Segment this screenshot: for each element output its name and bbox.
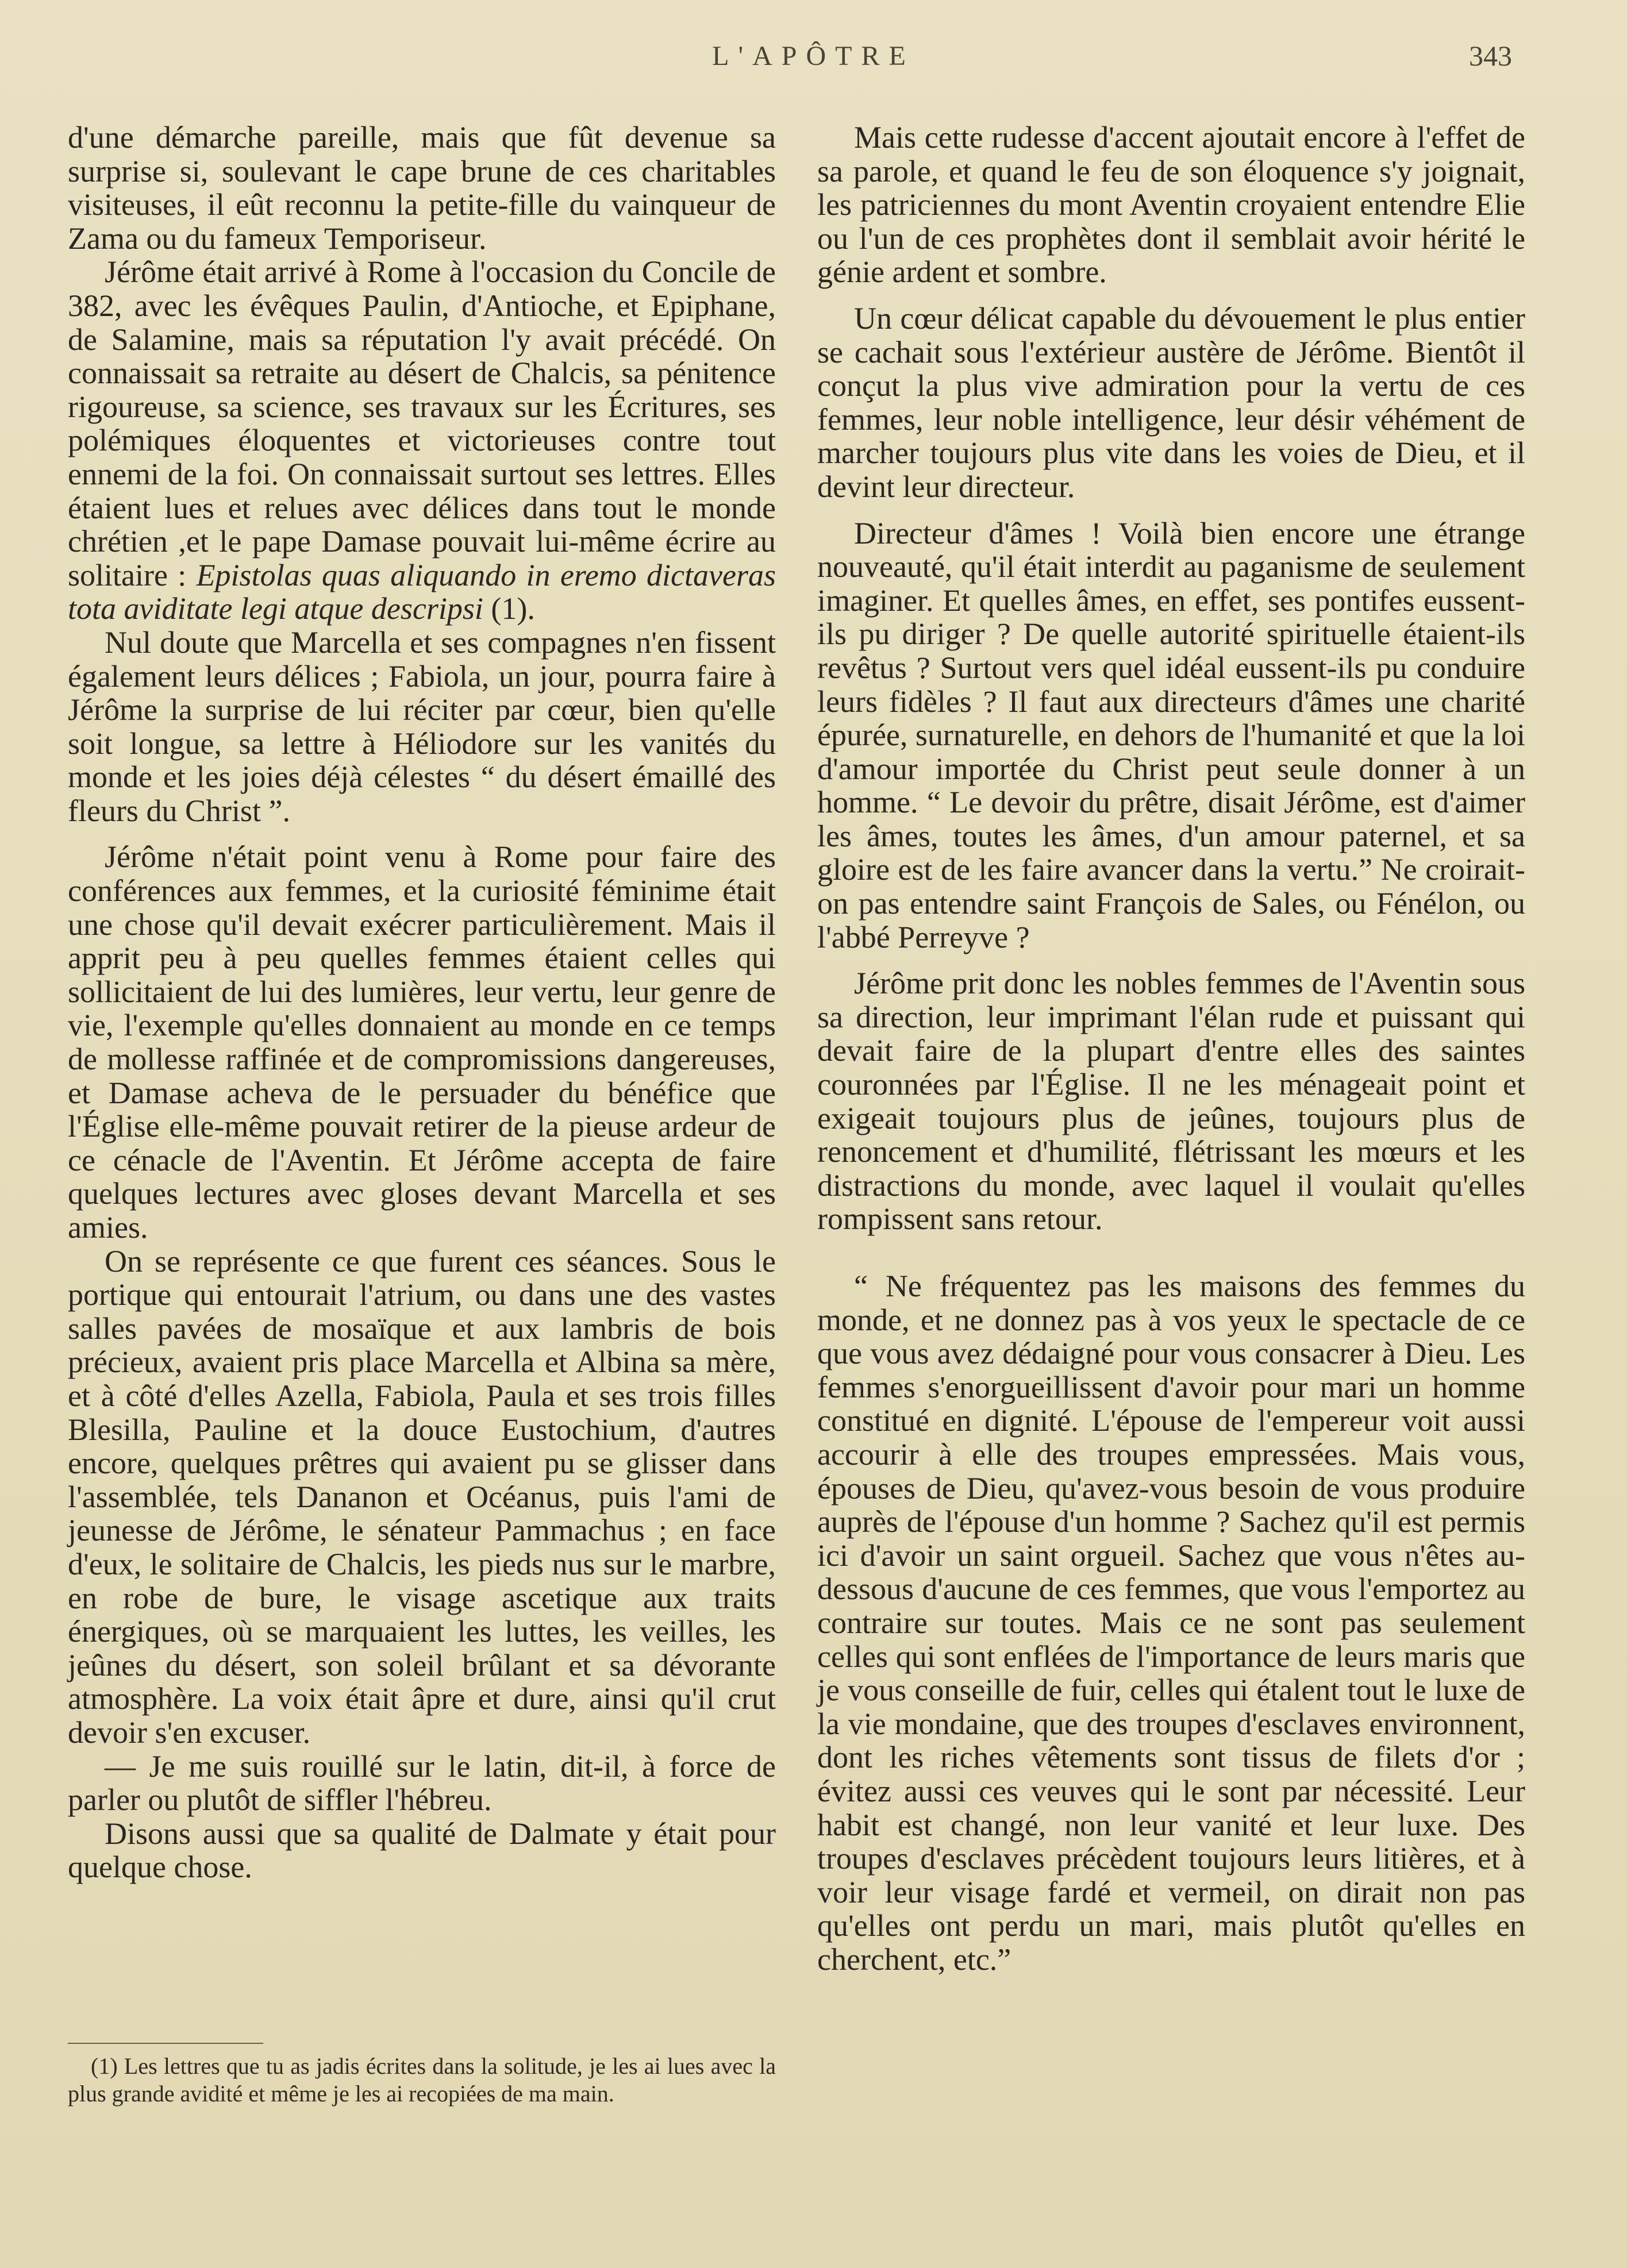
latin-quotation: Epistolas quas aliquando in eremo dictaveras tota aviditate legi atque descripsi [68,557,776,626]
paragraph: Jérôme prit donc les nobles femmes de l'Aventin sous sa direction, leur imprimant l'élan rude et puissant qui devait faire de la plupart d'entre elles des saintes couronnées par l'Église. Il ne les ménageait point et exigeait toujours plus de jeûnes, toujours plus de renoncement et d'humilité, flétrissant les mœurs et les distractions du monde, avec laquel il voulait qu'elles rompissent sans retour. [817,966,1525,1237]
footnote-rule [68,2043,263,2044]
paragraph: Nul doute que Marcella et ses compagnes n'en fissent également leurs délices ; Fabiola, un jour, pourra faire à Jérôme la surprise de lui réciter par cœur, bien qu'elle soit longue, sa lettre à Héliodore sur les vanités du monde et les joies déjà célestes “ du désert émaillé des fleurs du Christ ”. [68,625,776,828]
paragraph [68,255,776,626]
right-column [817,121,1525,1976]
footnote-text: (1) Les lettres que tu as jadis écrites dans la solitude, je les ai lues avec la plus grande avidité et même je les ai recopiées de ma main. [68,2053,776,2107]
running-head: L'APÔTRE [712,41,915,71]
quotation-paragraph: “ Ne fréquentez pas les maisons des femmes du monde, et ne donnez pas à vos yeux le spectacle de ce que vous avez dédaigné pour vous consacrer à Dieu. Les femmes s'enorgueillissent d'avoir pour mari un homme constitué en dignité. L'épouse de l'empereur voit aussi accourir à elle des troupes empressées. Mais vous, épouses de Dieu, qu'avez-vous besoin de vous produire auprès de l'épouse d'un homme ? Sachez qu'il est permis ici d'avoir un saint orgueil. Sachez que vous n'êtes au-dessous d'aucune de ces femmes, que vous l'emportez au contraire sur toutes. Mais ce ne sont pas seulement celles qui sont enflées de l'importance de leurs maris que je vous conseille de fuir, celles qui étalent tout le luxe de la vie mondaine, que des troupes d'esclaves environnent, dont les riches vêtements sont tissus de filets d'or ; évitez aussi ces veuves qui le sont par nécessité. Leur habit est changé, non leur vanité et leur luxe. Des troupes d'esclaves précèdent toujours leurs litières, et à voir leur visage fardé et vermeil, on dirait non pas qu'elles ont perdu un mari, mais plutôt qu'elles en cherchent, etc.” [817,1269,1525,1977]
paragraph: Jérôme n'était point venu à Rome pour faire des conférences aux femmes, et la curiosité féminime était une chose qu'il devait exécrer particulièrement. Mais il apprit peu à peu quelles femmes étaient celles qui sollicitaient de lui des lumières, leur vertu, leur genre de vie, l'exemple qu'elles donnaient au monde en ce temps de mollesse raffinée et de compromissions dangereuses, et Damase acheva de le persuader du bénéfice que l'Église elle-même pouvait retirer de la pieuse ardeur de ce cénacle de l'Aventin. Et Jérôme accepta de faire quelques lectures avec gloses devant Marcella et ses amies. [68,840,776,1245]
paragraph: Mais cette rudesse d'accent ajoutait encore à l'effet de sa parole, et quand le feu de son éloquence s'y joignait, les patriciennes du mont Aventin croyaient entendre Elie ou l'un de ces prophètes dont il semblait avoir hérité le génie ardent et sombre. [817,120,1525,290]
footnote-reference: (1). [483,591,535,626]
paragraph: Disons aussi que sa qualité de Dalmate y était pour quelque chose. [68,1816,776,1885]
left-column [68,121,776,1884]
paragraph: d'une démarche pareille, mais que fût devenue sa surprise si, soulevant le cape brune de ces charitables visiteuses, il eût reconnu la petite-fille du vainqueur de Zama ou du fameux Temporiseur. [68,120,776,256]
paragraph: Un cœur délicat capable du dévouement le plus entier se cachait sous l'extérieur austère de Jérôme. Bientôt il conçut la plus vive admiration pour la vertu de ces femmes, leur noble intelligence, leur désir véhément de marcher toujours plus vite dans les voies de Dieu, et il devint leur directeur. [817,301,1525,504]
paragraph-text: Jérôme était arrivé à Rome à l'occasion du Concile de 382, avec les évêques Paulin, d'Antioche, et Epiphane, de Salamine, mais sa réputation l'y avait précédé. On connaissait sa retraite au désert de Chalcis, sa pénitence rigoureuse, sa science, ses travaux sur les Écritures, ses polémiques éloquentes et victorieuses contre tout ennemi de la foi. On connaissait surtout ses lettres. Elles étaient lues et relues avec délices dans tout le monde chrétien ,et le pape Damase pouvait lui-même écrire au solitaire : [68,255,776,592]
paragraph: On se représente ce que furent ces séances. Sous le portique qui entourait l'atrium, ou dans une des vastes salles pavées de mosaïque et aux lambris de bois précieux, avaient pris place Marcella et Albina sa mère, et à côté d'elles Azella, Fabiola, Paula et ses trois filles Blesilla, Pauline et la douce Eustochium, d'autres encore, quelques prêtres qui avaient pu se glisser dans l'assemblée, tels Dananon et Océanus, puis l'ami de jeunesse de Jérôme, le sénateur Pammachus ; en face d'eux, le solitaire de Chalcis, les pieds nus sur le marbre, en robe de bure, le visage ascetique aux traits énergiques, où se marquaient les luttes, les veilles, les jeûnes du désert, son soleil brûlant et sa dévorante atmosphère. La voix était âpre et dure, ainsi qu'il crut devoir s'en excuser. [68,1243,776,1750]
paragraph: Directeur d'âmes ! Voilà bien encore une étrange nouveauté, qu'il était interdit au paganisme de seulement imaginer. Et quelles âmes, en effet, ses pontifes eussent-ils pu diriger ? De quelle autorité spirituelle étaient-ils revêtus ? Surtout vers quel idéal eussent-ils pu conduire leurs fidèles ? Il faut aux directeurs d'âmes une charité épurée, surnaturelle, en dehors de l'humanité et que la loi d'amour importée du Christ peut seule donner à un homme. “ Le devoir du prêtre, disait Jérôme, est d'aimer les âmes, toutes les âmes, d'un amour paternel, et sa gloire est de les faire avancer dans la vertu.” Ne croirait-on pas entendre saint François de Sales, ou Fénélon, ou l'abbé Perreyve ? [817,515,1525,954]
dialogue-paragraph: — Je me suis rouillé sur le latin, dit-il, à force de parler ou plutôt de siffler l'hébreu. [68,1749,776,1818]
footnote [68,2053,776,2108]
page-number: 343 [1469,40,1512,72]
